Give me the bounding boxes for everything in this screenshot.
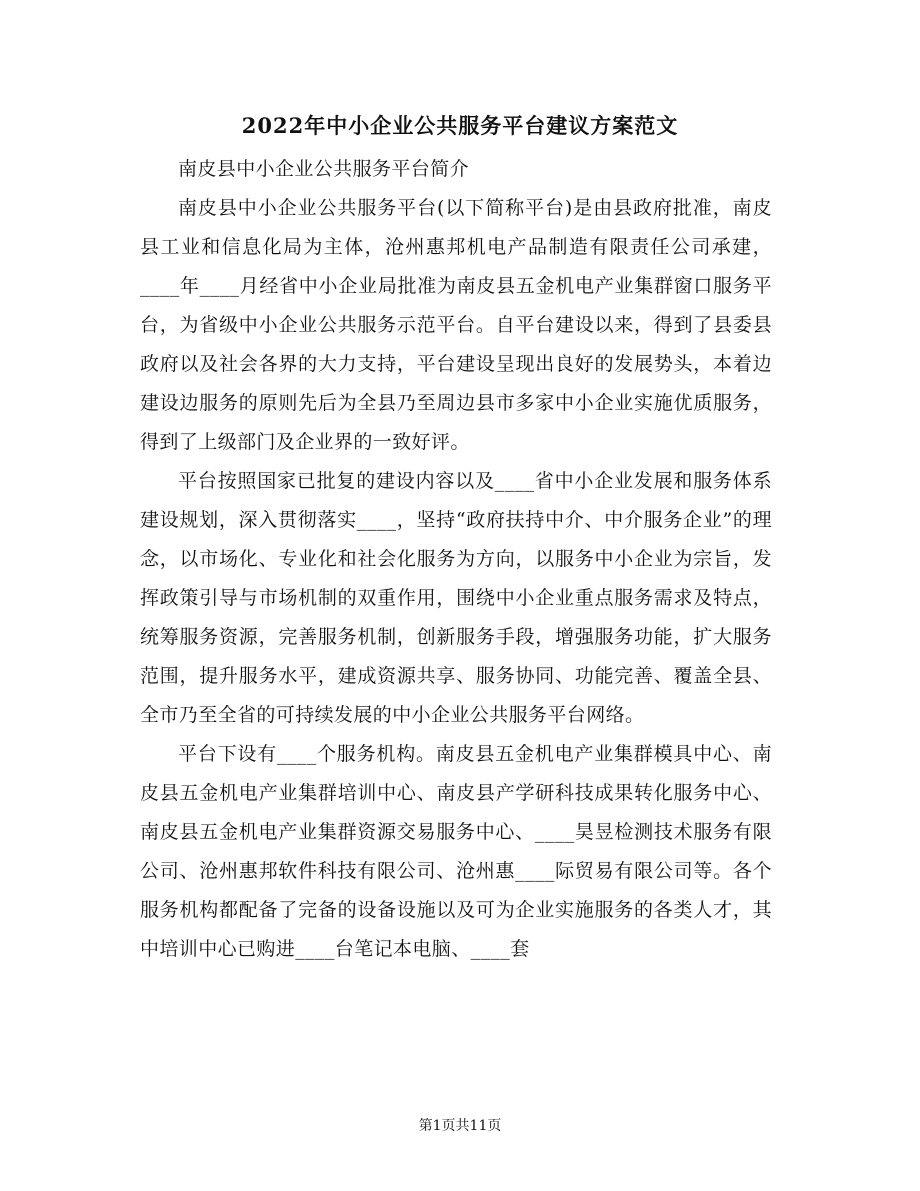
- document-body: [140, 150, 772, 969]
- paragraph-1: 南皮县中小企业公共服务平台(以下简称平台)是由县政府批准，南皮县工业和信息化局为主体，沧州惠邦机电产品制造有限责任公司承建，____年____月经省中小企业局批准为南皮县五金机电产业集群窗口服务平台，为省级中小企业公共服务示范平台。自平台建设以来，得到了县委县政府以及社会各界的大力支持，平台建设呈现出良好的发展势头，本着边建设边服务的原则先后为全县乃至周边县市多家中小企业实施优质服务，得到了上级部门及企业界的一致好评。: [140, 197, 772, 453]
- page-number-footer: 第1页共11页: [418, 1118, 502, 1134]
- paragraph-2: 平台按照国家已批复的建设内容以及____省中小企业发展和服务体系建设规划，深入贯彻落实____，坚持“政府扶持中介、中介服务企业”的理念，以市场化、专业化和社会化服务为方向，以服务中小企业为宗旨，发挥政策引导与市场机制的双重作用，围绕中小企业重点服务需求及特点，统筹服务资源，完善服务机制，创新服务手段，增强服务功能，扩大服务范围，提升服务水平，建成资源共享、服务协同、功能完善、覆盖全县、全市乃至全省的可持续发展的中小企业公共服务平台网络。: [140, 470, 772, 726]
- document-title: 2022年中小企业公共服务平台建议方案范文: [241, 113, 679, 138]
- paragraph-3: 平台下设有____个服务机构。南皮县五金机电产业集群模具中心、南皮县五金机电产业集群培训中心、南皮县产学研科技成果转化服务中心、南皮县五金机电产业集群资源交易服务中心、____昊昱检测技术服务有限公司、沧州惠邦软件科技有限公司、沧州惠____际贸易有限公司等。各个服务机构都配备了完备的设备设施以及可为企业实施服务的各类人才，其中培训中心已购进____台笔记本电脑、____套: [140, 743, 772, 960]
- subheading: 南皮县中小企业公共服务平台简介: [178, 158, 470, 180]
